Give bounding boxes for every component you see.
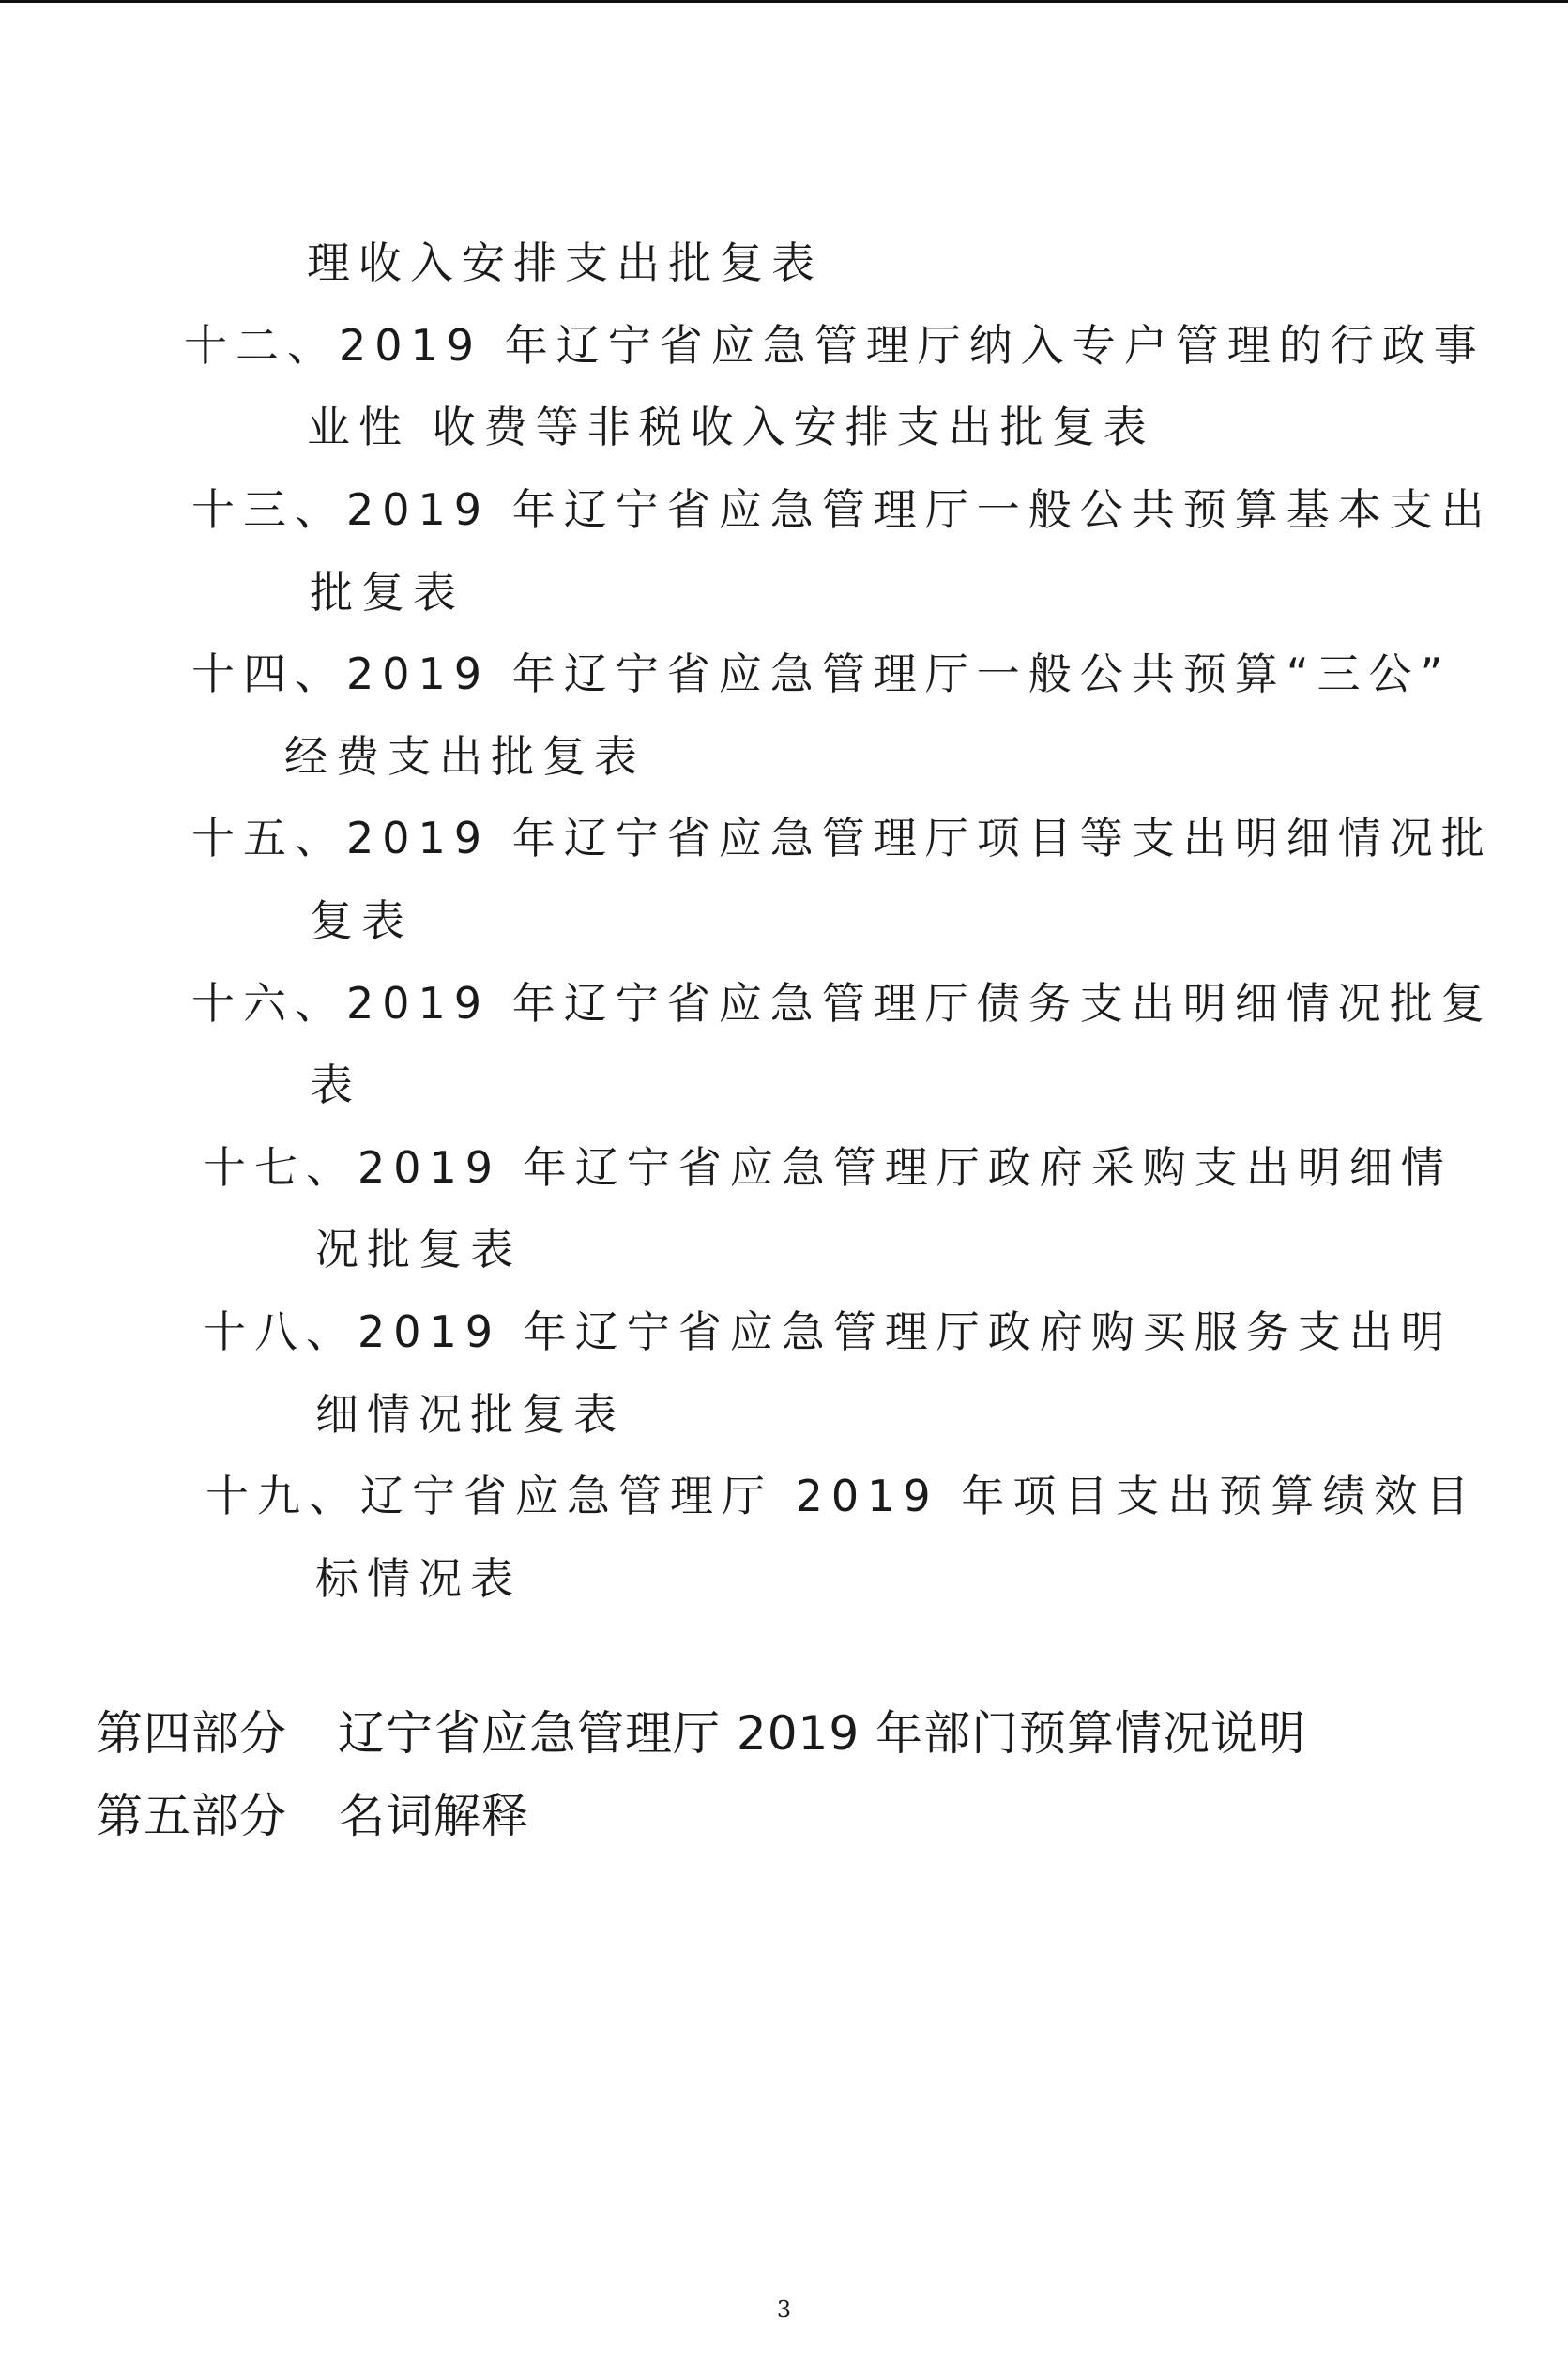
toc-item-14: 十四、2019 年辽宁省应急管理厅一般公共预算“三公”	[191, 649, 1452, 699]
page-number: 3	[776, 2297, 792, 2323]
toc-item-17: 十七、2019 年辽宁省应急管理厅政府采购支出明细情	[203, 1142, 1453, 1193]
toc-item-17-continuation: 况批复表	[315, 1224, 522, 1275]
toc-item-19-continuation: 标情况表	[315, 1553, 522, 1604]
toc-item-18-continuation: 细情况批复表	[315, 1389, 625, 1440]
toc-item-13: 十三、2019 年辽宁省应急管理厅一般公共预算基本支出	[191, 484, 1493, 535]
section-part-four	[96, 1703, 1306, 1763]
section-part-five	[96, 1786, 529, 1846]
toc-item-16: 十六、2019 年辽宁省应急管理厅债务支出明细情况批复	[191, 978, 1493, 1029]
toc-item-15-continuation: 复表	[310, 895, 413, 946]
toc-item-19: 十九、辽宁省应急管理厅 2019 年项目支出预算绩效目	[206, 1471, 1478, 1521]
toc-item-14-continuation: 经费支出批复表	[284, 731, 646, 782]
section-label: 第四部分	[96, 1706, 287, 1761]
toc-item-12-continuation: 业性 收费等非税收入安排支出批复表	[307, 402, 1155, 452]
toc-item-16-continuation: 表	[310, 1060, 361, 1110]
section-title: 名词解释	[338, 1789, 529, 1843]
toc-item-15: 十五、2019 年辽宁省应急管理厅项目等支出明细情况批	[191, 813, 1493, 863]
toc-item-12: 十二、2019 年辽宁省应急管理厅纳入专户管理的行政事	[184, 320, 1485, 371]
toc-item-18: 十八、2019 年辽宁省应急管理厅政府购买服务支出明	[203, 1306, 1453, 1357]
toc-item-13-continuation: 批复表	[310, 567, 464, 618]
section-label: 第五部分	[96, 1789, 287, 1843]
top-border-rule	[0, 0, 1568, 3]
section-title: 辽宁省应急管理厅 2019 年部门预算情况说明	[338, 1706, 1307, 1761]
toc-line-11-continuation: 理收入安排支出批复表	[307, 237, 823, 288]
